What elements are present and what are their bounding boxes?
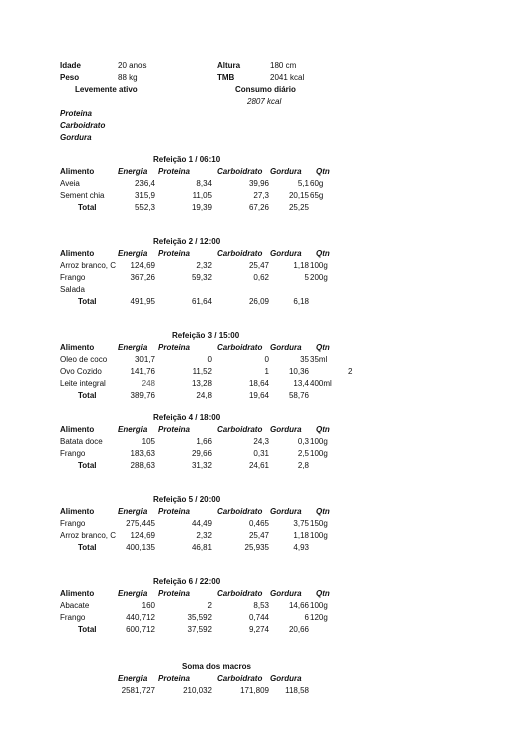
macro-proteina: Proteina: [60, 109, 93, 118]
cell-energia: 367,26: [130, 273, 155, 282]
header-qtn: Qtn: [316, 589, 330, 598]
food-name: Salada: [60, 285, 85, 294]
header-gordura: Gordura: [270, 589, 302, 598]
cell-gordura: 5,1: [297, 179, 309, 188]
header-gordura: Gordura: [270, 249, 302, 258]
cell-carboidrato: 18,64: [248, 379, 269, 388]
cell-qtn: 35ml: [310, 355, 328, 364]
total-carboidrato: 67,26: [248, 203, 269, 212]
summary-carboidrato: 171,809: [240, 686, 269, 695]
cell-carboidrato: 27,3: [253, 191, 269, 200]
food-name: Arroz branco, C: [60, 531, 117, 540]
idade-label: Idade: [60, 61, 81, 70]
consumo-label: Consumo diário: [235, 85, 296, 94]
peso-value: 88 kg: [118, 73, 138, 82]
food-name: Ovo Cozido: [60, 367, 102, 376]
header-gordura: Gordura: [270, 425, 302, 434]
cell-qtn: 200g: [310, 273, 328, 282]
cell-energia: 183,63: [130, 449, 155, 458]
food-name: Frango: [60, 273, 86, 282]
cell-qtn: 150g: [310, 519, 328, 528]
header-qtn: Qtn: [316, 343, 330, 352]
cell-gordura: 1,18: [293, 261, 309, 270]
cell-gordura: 1,18: [293, 531, 309, 540]
food-name: Abacate: [60, 601, 90, 610]
total-gordura: 25,25: [288, 203, 309, 212]
header-proteina: Proteina: [158, 589, 191, 598]
cell-energia: 160: [141, 601, 155, 610]
summary-header-proteina: Proteina: [158, 674, 191, 683]
cell-proteina: 59,32: [191, 273, 212, 282]
header-qtn: Qtn: [316, 249, 330, 258]
cell-energia: 275,445: [126, 519, 155, 528]
cell-gordura: 6: [304, 613, 309, 622]
total-label: Total: [78, 625, 97, 634]
cell-gordura: 14,66: [288, 601, 309, 610]
cell-qtn: 60g: [310, 179, 324, 188]
cell-qtn: 100g: [310, 449, 328, 458]
header-alimento: Alimento: [60, 507, 95, 516]
cell-energia: 236,4: [134, 179, 155, 188]
header-proteina: Proteina: [158, 167, 191, 176]
cell-qtn: 100g: [310, 531, 328, 540]
header-proteina: Proteina: [158, 425, 191, 434]
food-name: Frango: [60, 519, 86, 528]
meal-title: Refeição 5 / 20:00: [153, 495, 221, 504]
cell-gordura: 3,75: [293, 519, 309, 528]
food-name: Aveia: [60, 179, 80, 188]
peso-label: Peso: [60, 73, 80, 82]
cell-gordura: 20,15: [288, 191, 309, 200]
cell-proteina: 11,52: [192, 367, 212, 376]
header-energia: Energia: [118, 249, 148, 258]
total-energia: 389,76: [130, 391, 155, 400]
cell-carboidrato: 0,744: [248, 613, 269, 622]
total-carboidrato: 9,274: [248, 625, 269, 634]
cell-gordura: 35: [300, 355, 309, 364]
cell-carboidrato: 1: [264, 367, 269, 376]
food-name: Oleo de coco: [60, 355, 108, 364]
cell-carboidrato: 0: [264, 355, 269, 364]
cell-proteina: 35,592: [187, 613, 212, 622]
cell-qtn: 100g: [310, 261, 328, 270]
cell-energia: 301,7: [134, 355, 155, 364]
altura-label: Altura: [217, 61, 241, 70]
header-qtn: Qtn: [316, 507, 330, 516]
summary-header-carboidrato: Carboidrato: [217, 674, 263, 683]
cell-energia: 440,712: [126, 613, 155, 622]
total-energia: 552,3: [134, 203, 155, 212]
macro-gordura: Gordura: [60, 133, 92, 142]
summary-header-gordura: Gordura: [270, 674, 302, 683]
cell-energia: 315,9: [134, 191, 155, 200]
total-gordura: 20,66: [288, 625, 309, 634]
food-name: Frango: [60, 613, 86, 622]
altura-value: 180 cm: [270, 61, 297, 70]
summary-proteina: 210,032: [183, 686, 212, 695]
total-energia: 491,95: [130, 297, 155, 306]
meal-title: Refeição 3 / 15:00: [172, 331, 240, 340]
cell-proteina: 2,32: [196, 261, 212, 270]
cell-qtn: 100g: [310, 437, 328, 446]
total-proteina: 37,592: [187, 625, 212, 634]
cell-qtn: 120g: [310, 613, 328, 622]
cell-carboidrato: 25,47: [248, 531, 269, 540]
header-proteina: Proteina: [158, 249, 191, 258]
header-alimento: Alimento: [60, 589, 95, 598]
consumo-value: 2807 kcal: [247, 97, 282, 106]
total-label: Total: [78, 391, 97, 400]
cell-gordura: 13,4: [293, 379, 309, 388]
tmb-value: 2041 kcal: [270, 73, 305, 82]
cell-gordura: 10,36: [288, 367, 309, 376]
header-qtn: Qtn: [316, 425, 330, 434]
total-energia: 600,712: [126, 625, 155, 634]
food-name: Sement chia: [60, 191, 105, 200]
cell-proteina: 44,49: [191, 519, 212, 528]
cell-qtn: 100g: [310, 601, 328, 610]
cell-proteina: 13,28: [191, 379, 212, 388]
total-gordura: 58,76: [288, 391, 309, 400]
cell-gordura: 0,3: [297, 437, 309, 446]
cell-energia: 105: [141, 437, 155, 446]
header-alimento: Alimento: [60, 425, 95, 434]
cell-proteina: 11,05: [192, 191, 212, 200]
header-energia: Energia: [118, 507, 148, 516]
header-carboidrato: Carboidrato: [217, 343, 263, 352]
meal-title: Refeição 4 / 18:00: [153, 413, 221, 422]
cell-proteina: 2: [207, 601, 212, 610]
total-proteina: 61,64: [191, 297, 212, 306]
cell-carboidrato: 0,31: [253, 449, 269, 458]
total-carboidrato: 24,61: [248, 461, 269, 470]
header-alimento: Alimento: [60, 167, 95, 176]
cell-energia: 248: [141, 379, 155, 388]
total-proteina: 46,81: [191, 543, 212, 552]
macro-carboidrato: Carboidrato: [60, 121, 106, 130]
cell-energia: 124,69: [130, 261, 155, 270]
total-proteina: 24,8: [196, 391, 212, 400]
total-gordura: 6,18: [293, 297, 309, 306]
header-carboidrato: Carboidrato: [217, 167, 263, 176]
header-energia: Energia: [118, 167, 148, 176]
header-carboidrato: Carboidrato: [217, 589, 263, 598]
cell-proteina: 0: [207, 355, 212, 364]
total-carboidrato: 25,935: [244, 543, 269, 552]
meal-title: Refeição 2 / 12:00: [153, 237, 221, 246]
header-proteina: Proteina: [158, 343, 191, 352]
header-qtn: Qtn: [316, 167, 330, 176]
total-carboidrato: 26,09: [248, 297, 269, 306]
idade-value: 20 anos: [118, 61, 147, 70]
meal-title: Refeição 6 / 22:00: [153, 577, 221, 586]
summary-title: Soma dos macros: [182, 662, 251, 671]
header-gordura: Gordura: [270, 343, 302, 352]
food-name: Frango: [60, 449, 86, 458]
header-gordura: Gordura: [270, 167, 302, 176]
food-name: Arroz branco, C: [60, 261, 117, 270]
header-energia: Energia: [118, 343, 148, 352]
activity-level: Levemente ativo: [75, 85, 138, 94]
cell-proteina: 1,66: [196, 437, 212, 446]
summary-energia: 2581,727: [121, 686, 155, 695]
cell-qtn: 400ml: [310, 379, 332, 388]
cell-carboidrato: 0,62: [253, 273, 269, 282]
header-gordura: Gordura: [270, 507, 302, 516]
header-energia: Energia: [118, 425, 148, 434]
meal-title: Refeição 1 / 06:10: [153, 155, 221, 164]
total-energia: 288,63: [130, 461, 155, 470]
total-gordura: 2,8: [297, 461, 309, 470]
cell-gordura: 2,5: [297, 449, 309, 458]
food-name: Batata doce: [60, 437, 103, 446]
header-alimento: Alimento: [60, 343, 95, 352]
header-carboidrato: Carboidrato: [217, 507, 263, 516]
cell-qtn: 65g: [310, 191, 324, 200]
cell-energia: 141,76: [130, 367, 155, 376]
cell-carboidrato: 8,53: [253, 601, 269, 610]
total-label: Total: [78, 297, 97, 306]
header-carboidrato: Carboidrato: [217, 425, 263, 434]
cell-proteina: 2,32: [196, 531, 212, 540]
cell-gordura: 5: [304, 273, 309, 282]
total-carboidrato: 19,64: [248, 391, 269, 400]
total-label: Total: [78, 461, 97, 470]
total-label: Total: [78, 543, 97, 552]
cell-carboidrato: 25,47: [248, 261, 269, 270]
header-carboidrato: Carboidrato: [217, 249, 263, 258]
cell-carboidrato: 24,3: [253, 437, 269, 446]
total-gordura: 4,93: [293, 543, 309, 552]
tmb-label: TMB: [217, 73, 235, 82]
summary-gordura: 118,58: [285, 686, 309, 695]
total-proteina: 31,32: [191, 461, 212, 470]
cell-carboidrato: 0,465: [248, 519, 269, 528]
header-energia: Energia: [118, 589, 148, 598]
summary-header-energia: Energia: [118, 674, 148, 683]
header-alimento: Alimento: [60, 249, 95, 258]
total-proteina: 19,39: [191, 203, 212, 212]
cell-carboidrato: 39,96: [248, 179, 269, 188]
cell-extra: 2: [348, 367, 353, 376]
total-label: Total: [78, 203, 97, 212]
cell-proteina: 29,66: [191, 449, 212, 458]
food-name: Leite integral: [60, 379, 106, 388]
total-energia: 400,135: [126, 543, 155, 552]
cell-proteina: 8,34: [196, 179, 212, 188]
header-proteina: Proteina: [158, 507, 191, 516]
cell-energia: 124,69: [130, 531, 155, 540]
